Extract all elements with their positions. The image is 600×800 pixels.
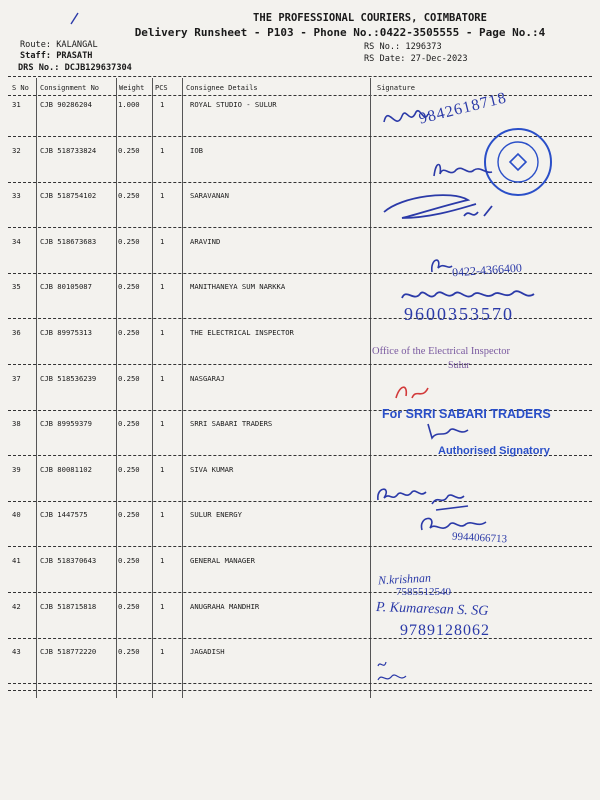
row-consignment-no: CJB 518772220	[40, 647, 97, 657]
row-divider	[8, 501, 592, 502]
column-divider	[370, 78, 371, 698]
signature-41-number: 7585512540	[396, 586, 451, 598]
row-consignment-no: CJB 80105087	[40, 282, 92, 292]
row-sno: 32	[12, 145, 21, 155]
row-sno: 34	[12, 236, 21, 246]
signature-42-number: 9789128062	[400, 622, 490, 639]
row-pcs: 1	[160, 373, 165, 383]
col-consignment: Consignment No	[40, 84, 100, 92]
row-weight: 0.250	[118, 373, 140, 383]
signature-31-number: 9842618718	[417, 89, 509, 128]
signature-40-number: 9944066713	[451, 530, 508, 546]
row-weight: 0.250	[118, 191, 140, 201]
signature-42-name: P. Kumaresan S. SG	[375, 600, 489, 619]
column-divider	[152, 78, 153, 698]
row-weight: 0.250	[118, 601, 140, 611]
row-divider	[8, 227, 592, 228]
pen-mark-icon	[68, 12, 80, 26]
row-sno: 41	[12, 556, 21, 565]
header-top-rule	[8, 76, 592, 77]
row-consignee: ROYAL STUDIO - SULUR	[190, 100, 277, 109]
row-consignment-no: CJB 89959379	[40, 419, 92, 429]
signature-41-name: N.krishnan	[377, 570, 432, 588]
row-consignment-no: CJB 518673683	[40, 236, 97, 246]
row-pcs: 1	[160, 464, 165, 474]
signature-38-stamp-line2: Authorised Signatory	[438, 445, 550, 457]
rs-date-field: RS Date: 27-Dec-2023	[364, 54, 468, 64]
row-consignment-no: CJB 89975313	[40, 328, 92, 337]
signature-32	[430, 150, 500, 190]
row-consignee: SULUR ENERGY	[190, 510, 242, 520]
row-weight: 0.250	[118, 510, 140, 520]
row-weight: 0.250	[118, 282, 140, 292]
column-divider	[182, 78, 183, 698]
row-consignment-no: CJB 518536239	[40, 373, 97, 383]
row-consignment-no: CJB 518733824	[40, 145, 97, 155]
row-sno: 38	[12, 419, 21, 429]
row-pcs: 1	[160, 145, 165, 155]
row-sno: 43	[12, 647, 21, 657]
row-consignee: SARAVANAN	[190, 191, 229, 201]
row-consignee: ANUGRAHA MANDHIR	[190, 601, 260, 611]
row-pcs: 1	[160, 647, 165, 657]
col-weight: Weight	[119, 84, 145, 92]
signature-33	[372, 186, 502, 232]
row-sno: 40	[12, 510, 21, 520]
row-sno: 33	[12, 191, 21, 201]
row-consignee: MANITHANEYA SUM NARKKA	[190, 282, 286, 292]
row-consignee: ARAVIND	[190, 236, 221, 246]
row-pcs: 1	[160, 328, 165, 337]
staff-field: Staff: PRASATH	[20, 51, 93, 61]
row-consignee: SRRI SABARI TRADERS	[190, 419, 273, 429]
row-pcs: 1	[160, 510, 165, 520]
signature-37	[392, 380, 442, 404]
row-consignment-no: CJB 90286204	[40, 100, 92, 109]
row-consignment-no: CJB 518754102	[40, 191, 97, 201]
row-pcs: 1	[160, 556, 165, 565]
table-bottom-rule	[8, 690, 592, 691]
col-signature: Signature	[377, 84, 415, 92]
row-consignee: JAGADISH	[190, 647, 225, 657]
row-consignee: THE ELECTRICAL INSPECTOR	[190, 328, 294, 337]
row-pcs: 1	[160, 419, 165, 429]
col-pcs: PCS	[155, 84, 168, 92]
row-sno: 37	[12, 373, 21, 383]
row-weight: 0.250	[118, 145, 140, 155]
col-sno: S No	[12, 84, 29, 92]
rs-no-field: RS No.: 1296373	[364, 42, 442, 52]
row-pcs: 1	[160, 191, 165, 201]
row-consignment-no: CJB 1447575	[40, 510, 88, 520]
row-consignment-no: CJB 80081102	[40, 464, 92, 474]
row-consignee: SIVA KUMAR	[190, 464, 234, 474]
drs-field: DRS No.: DCJB129637304	[18, 63, 132, 73]
signature-39	[372, 478, 492, 514]
row-consignee: NASGARAJ	[190, 373, 225, 383]
row-weight: 0.250	[118, 328, 140, 337]
row-consignee: GENERAL MANAGER	[190, 556, 255, 565]
row-sno: 39	[12, 464, 21, 474]
row-weight: 0.250	[118, 419, 140, 429]
runsheet-title: Delivery Runsheet - P103 - Phone No.:0422-3505555 - Page No.:4	[134, 26, 546, 39]
col-consignee: Consignee Details	[186, 84, 258, 92]
row-consignment-no: CJB 518715818	[40, 601, 97, 611]
row-divider	[8, 638, 592, 639]
row-sno: 36	[12, 328, 21, 337]
signature-35-phone: 0422-4366400	[451, 260, 523, 280]
row-weight: 0.250	[118, 236, 140, 246]
column-divider	[116, 78, 117, 698]
signature-43	[374, 656, 424, 690]
row-weight: 1.000	[118, 100, 140, 109]
company-title: THE PROFESSIONAL COURIERS, COIMBATORE	[253, 12, 487, 24]
row-pcs: 1	[160, 282, 165, 292]
signature-36-stamp-line2: Sulur	[448, 360, 470, 371]
signature-35-number: 9600353570	[404, 304, 514, 324]
row-divider	[8, 592, 592, 593]
row-divider	[8, 364, 592, 365]
row-sno: 35	[12, 282, 21, 292]
signature-38	[424, 420, 474, 444]
signature-36-stamp-line1: Office of the Electrical Inspector	[372, 346, 510, 357]
row-divider	[8, 683, 592, 684]
row-weight: 0.250	[118, 556, 140, 565]
row-divider	[8, 546, 592, 547]
row-consignee: IOB	[190, 145, 203, 155]
row-sno: 42	[12, 601, 21, 611]
row-pcs: 1	[160, 601, 165, 611]
row-pcs: 1	[160, 100, 165, 109]
column-divider	[36, 78, 37, 698]
route-field: Route: KALANGAL	[20, 40, 98, 50]
row-sno: 31	[12, 100, 21, 109]
signature-38-stamp-line1: For SRRI SABARI TRADERS	[382, 407, 551, 421]
row-pcs: 1	[160, 236, 165, 246]
row-consignment-no: CJB 518370643	[40, 556, 97, 565]
row-weight: 0.250	[118, 647, 140, 657]
row-weight: 0.250	[118, 464, 140, 474]
